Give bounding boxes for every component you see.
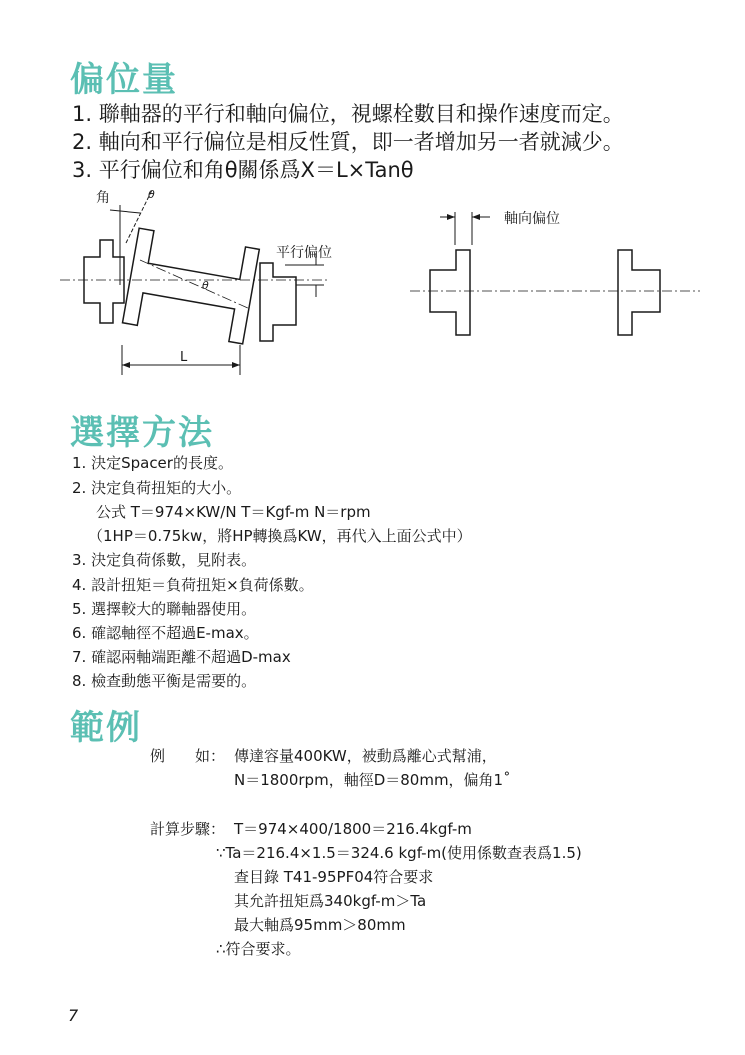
calc-line-5: 最大軸爲95mm＞80mm — [234, 916, 406, 934]
calc-line-3: 查目錄 T41-95PF04符合要求 — [234, 868, 434, 886]
right-hub — [260, 263, 296, 341]
example-line-1: 傳達容量400KW，被動爲離心式幫浦， — [234, 747, 497, 765]
offset-item-2: 2. 軸向和平行偏位是相反性質，即一者增加另一者就減少。 — [72, 130, 624, 154]
axial-offset-label: 軸向偏位 — [504, 211, 560, 227]
section-title-offset: 偏位量 — [70, 60, 178, 100]
misalignment-diagram — [0, 185, 745, 385]
offset-item-1: 1. 聯軸器的平行和軸向偏位，視螺栓數目和操作速度而定。 — [72, 102, 624, 126]
section-title-example: 範例 — [70, 708, 142, 748]
calc-line-2: ∵Ta＝216.4×1.5＝324.6 kgf-m(使用係數查表爲1.5) — [216, 844, 582, 862]
calc-label: 計算步驟： — [150, 820, 226, 838]
offset-item-3: 3. 平行偏位和角θ關係爲X＝L×Tanθ — [72, 158, 414, 182]
selection-item-2: 2. 決定負荷扭矩的大小。 — [72, 479, 242, 497]
theta-top-label: θ — [148, 188, 155, 201]
selection-item-4: 4. 設計扭矩＝負荷扭矩×負荷係數。 — [72, 576, 314, 594]
selection-item-8: 8. 檢查動態平衡是需要的。 — [72, 672, 257, 690]
axial-left-hub — [430, 250, 470, 335]
example-label: 例 如： — [150, 747, 226, 765]
selection-item-1: 1. 決定Spacer的長度。 — [72, 454, 233, 472]
calc-line-4: 其允許扭矩爲340kgf-m＞Ta — [234, 892, 427, 910]
parallel-offset-label: 平行偏位 — [276, 245, 332, 261]
left-hub — [84, 240, 124, 323]
selection-item-6: 6. 確認軸徑不超過E-max。 — [72, 624, 259, 642]
selection-item-7: 7. 確認兩軸端距離不超過D-max — [72, 648, 291, 666]
calc-line-1: T＝974×400/1800＝216.4kgf-m — [234, 820, 472, 838]
page-number: 7 — [68, 1006, 79, 1025]
angle-label: 角 — [96, 190, 110, 206]
selection-item-5: 5. 選擇較大的聯軸器使用。 — [72, 600, 257, 618]
axial-right-hub — [618, 250, 660, 335]
selection-formula: 公式 T＝974×KW/N T＝Kgf-m N＝rpm — [96, 503, 371, 521]
length-label: L — [180, 350, 188, 365]
tilted-spacer — [123, 228, 260, 344]
section-title-selection: 選擇方法 — [70, 413, 214, 453]
theta-mid-label: θ — [202, 279, 209, 292]
selection-item-3: 3. 決定負荷係數，見附表。 — [72, 551, 257, 569]
selection-formula-note: （1HP＝0.75kw，將HP轉換爲KW，再代入上面公式中） — [88, 527, 472, 545]
calc-line-6: ∴符合要求。 — [216, 940, 301, 958]
example-line-2: N＝1800rpm，軸徑D＝80mm，偏角1˚ — [234, 771, 511, 789]
